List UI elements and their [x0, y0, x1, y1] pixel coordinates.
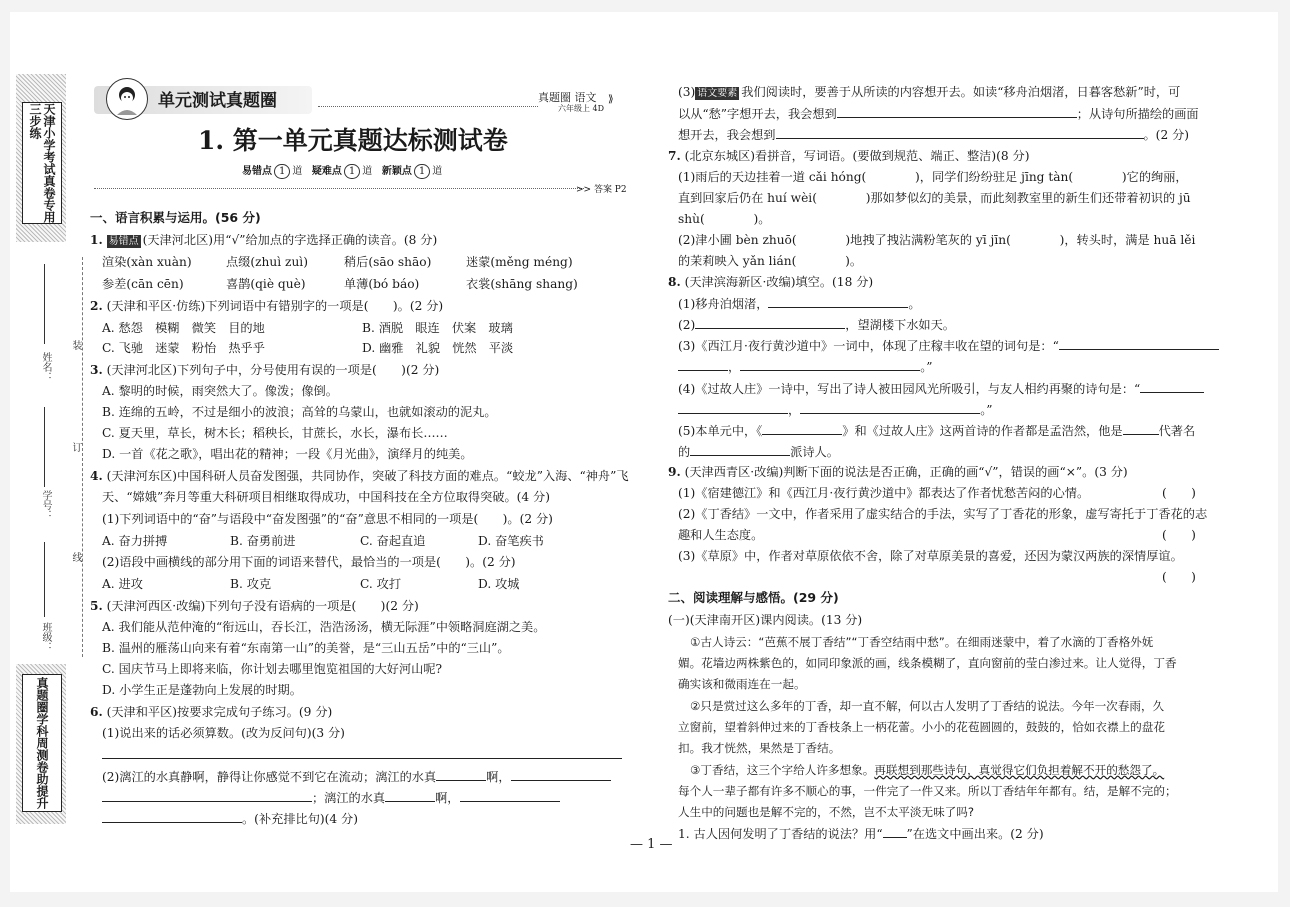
q8-blank-3[interactable] [1059, 337, 1219, 350]
q6-3-number: (3) [678, 85, 696, 99]
q8-sub-4-comma: ， [788, 403, 801, 417]
q8-sub-5-tail: 代著名 [1158, 424, 1196, 438]
q9-sub-1-answer[interactable]: ( ) [1162, 486, 1196, 500]
q4-sub-1-option-c: C. 奋起直追 [360, 534, 426, 548]
q8-sub-2-text: (2) [678, 318, 696, 332]
q8-blank-6[interactable] [1140, 380, 1204, 393]
q8-blank-1[interactable] [768, 295, 908, 308]
difficulty-count-2: 1 [344, 164, 360, 179]
q8-sub-5-text: (5)本单元中，《 [678, 424, 763, 438]
q1-option-4: 迷蒙(měng méng) [466, 255, 573, 269]
q2-number: 2. [90, 299, 103, 313]
q8-sub-2-tail: ，望湖楼下水如天。 [845, 318, 955, 332]
q7-text: (北京东城区)看拼音，写词语。(要做到规范、端正、整洁)(8 分) [684, 149, 1030, 163]
q6-blank-5[interactable] [460, 789, 560, 802]
q7-stem [668, 148, 1029, 164]
passage-line-5: 立窗前，望着斜伸过来的丁香枝条上一柄花蕾。小小的花苞圆圆的，鼓鼓的，恰如衣襟上的盘花 [678, 720, 1165, 734]
q3-option-c: C. 夏天里，草长，树木长；稻秧长，甘蔗长，水长，瀑布长…… [102, 426, 448, 440]
header-dotted-rule [318, 106, 538, 107]
q6-3-tag: 语文要素 [697, 88, 738, 99]
q6-sub-2-text-2: 啊， [486, 770, 511, 784]
q8-blank-2[interactable] [695, 316, 845, 329]
q8-sub-3-line-2 [678, 358, 933, 375]
q7-line-5: 的茉莉映入 yǎn lián( )。 [678, 254, 863, 268]
q6-3-line-3-tail: 。(2 分) [1143, 128, 1190, 142]
q4-text: (天津河东区)中国科研人员奋发图强，共同协作，突破了科技方面的难点。“蛟龙”入海、“神舟”飞 [106, 469, 629, 483]
difficulty-unit-2: 道 [362, 166, 373, 177]
q8-stem [668, 274, 873, 290]
passage-line-4: ②只是赏过这么多年的丁香，却一直不解，何以古人发明了丁香结的说法。今年一次春雨，久 [690, 699, 1165, 713]
student-id-label: 学号： [40, 490, 51, 520]
q6-3-blank-2[interactable] [776, 126, 1144, 139]
q6-answer-line-1[interactable] [102, 758, 622, 759]
q1-option-5: 参差(cān cēn) [102, 277, 184, 291]
q7-line-3: shù( )。 [678, 212, 771, 226]
q7-number: 7. [668, 149, 681, 163]
q5-number: 5. [90, 599, 103, 613]
q1-text: (天津河北区)用“√”给加点的字选择正确的读音。(8 分) [142, 233, 438, 247]
q4-sub-2: (2)语段中画横线的部分用下面的词语来替代，最恰当的一项是( )。(2 分) [102, 555, 516, 569]
q6-3-line-2-text: 以从“愁”字想开去，我会想到 [678, 107, 837, 121]
q9-text: (天津西青区·改编)判断下面的说法是否正确，正确的画“√”，错误的画“×”。(3 分) [684, 465, 1128, 479]
passage-line-7-text: ③丁香结，这三个字给人许多想象。 [690, 763, 875, 777]
q9-sub-2-line-2: 趣和人生态度。 [678, 528, 764, 542]
q8-text: (天津滨海新区·改编)填空。(18 分) [684, 275, 874, 289]
brand-box-bottom [22, 674, 62, 812]
q8-sub-3-comma: ， [728, 360, 741, 374]
q4-sub-1-option-b: B. 奋勇前进 [230, 534, 296, 548]
q8-sub-1 [678, 295, 921, 312]
q1-tag: 易错点 [108, 236, 139, 247]
q1-option-1: 渲染(xàn xuàn) [102, 255, 192, 269]
q8-blank-7[interactable] [678, 401, 788, 414]
difficulty-unit-3: 道 [432, 166, 443, 177]
cut-line [82, 257, 83, 657]
q4-sub-2-option-c: C. 攻打 [360, 577, 402, 591]
q6-3-line-3-text: 想开去，我会想到 [678, 128, 776, 142]
passage-wavy-sentence: 再联想到那些诗句，真觉得它们负担着解不开的愁怨了。 [874, 763, 1165, 777]
q2-option-c: C. 飞驰 迷蒙 粉怡 热乎乎 [102, 341, 265, 355]
q8-sub-3-text: (3)《西江月·夜行黄沙道中》一词中，体现了庄稼丰收在望的词句是：“ [678, 339, 1059, 353]
q9-number: 9. [668, 465, 681, 479]
q6-3-line-3 [678, 126, 1189, 143]
q5-option-a: A. 我们能从范仲淹的“衔远山，吞长江，浩浩汤汤，横无际涯”中领略洞庭湖之美。 [102, 620, 546, 634]
section-2-heading: 二、阅读理解与感悟。(29 分) [668, 590, 839, 605]
difficulty-count-1: 1 [274, 164, 290, 179]
q3-option-a: A. 黎明的时候，雨突然大了。像泼；像倒。 [102, 384, 338, 398]
q7-line-1: (1)雨后的天边挂着一道 cǎi hóng( )，同学们纷纷驻足 jīng tàn( )它的绚丽， [678, 170, 1188, 184]
q4-sub-2-option-d: D. 攻城 [478, 577, 520, 591]
q5-option-b: B. 温州的雁荡山向来有着“东南第一山”的美誉，是“三山五岳”中的“三山”。 [102, 641, 510, 655]
reading-q1 [678, 825, 1044, 842]
brand-arrow-icon: ⟫ [608, 94, 614, 105]
answer-dotted-rule [94, 188, 584, 189]
cut-mark-zhuang: 装 [70, 340, 81, 350]
q5-text: (天津河西区·改编)下列句子没有语病的一项是( )(2 分) [106, 599, 419, 613]
mascot-icon [106, 78, 148, 120]
difficulty-label-3: 新颖点 [381, 166, 412, 177]
grade-label: 六年级上 4D [558, 104, 605, 113]
reading-q1-mark [883, 825, 907, 838]
id-field-line [44, 407, 45, 487]
q6-sub-2-line-2 [102, 789, 560, 806]
q6-sub-2-line-3 [102, 810, 358, 827]
q8-sub-4 [678, 380, 1204, 397]
brand-box-top [22, 102, 62, 224]
passage-line-2: 媚。花墙边两株紫色的，如同印象派的画，线条模糊了，直向窗前的莹白渗过来。让人觉得，丁香 [678, 656, 1177, 670]
q8-sub-5 [678, 422, 1195, 439]
q6-3-line-2-tail: ；从诗句所描绘的画面 [1076, 107, 1199, 121]
passage-line-3: 确实该和微雨连在一起。 [678, 677, 806, 691]
q9-sub-1: (1)《宿建德江》和《西江月·夜行黄沙道中》都表达了作者忧愁苦闷的心情。 [678, 486, 1090, 500]
q2-option-b: B. 酒脱 眼连 伏案 玻璃 [362, 321, 513, 335]
q6-sub-2 [102, 768, 611, 785]
q6-sub-1: (1)说出来的话必须算数。(改为反问句)(3 分) [102, 726, 345, 740]
cut-mark-xian: 线 [70, 552, 81, 562]
class-label: 班级： [40, 622, 51, 652]
q1-option-7: 单薄(bó báo) [344, 277, 420, 291]
difficulty-unit-1: 道 [292, 166, 303, 177]
q4-sub-1-option-d: D. 奋笔疾书 [478, 534, 544, 548]
q8-blank-10[interactable] [1123, 422, 1159, 435]
q4-sub-2-option-b: B. 攻克 [230, 577, 272, 591]
q1-option-2: 点缀(zhuì zuì) [226, 255, 308, 269]
passage-line-9: 人生中的问题也是解不完的，不然，岂不太平淡无味了吗? [678, 805, 974, 819]
q3-option-d: D. 一首《花之歌》，唱出花的精神；一段《月光曲》，演绎月的纯美。 [102, 447, 473, 461]
q6-blank-1[interactable] [436, 768, 486, 781]
cut-mark-ding: 订 [70, 442, 81, 452]
q8-sub-5-mid: 》和《过故人庄》这两首诗的作者都是孟浩然，他是 [842, 424, 1123, 438]
q4-sub-1-option-a: A. 奋力拼搏 [102, 534, 168, 548]
section-1-heading: 一、语言积累与运用。(56 分) [90, 210, 261, 225]
q6-sub-2-text-5: 。(补充排比句)(4 分) [242, 812, 358, 826]
q8-blank-8[interactable] [800, 401, 980, 414]
q8-number: 8. [668, 275, 681, 289]
q1-option-3: 稍后(sāo shāo) [344, 255, 432, 269]
difficulty-label-1: 易错点 [242, 166, 272, 177]
q8-sub-4-tail: 。” [980, 403, 993, 417]
q6-blank-2[interactable] [511, 768, 611, 781]
q8-sub-3-tail: 。” [920, 360, 933, 374]
difficulty-count-3: 1 [414, 164, 430, 179]
difficulty-row [242, 164, 442, 180]
exam-title: 1. 第一单元真题达标测试卷 [198, 126, 508, 155]
q1-option-8: 衣裳(shāng shang) [466, 277, 578, 291]
page-number: — 1 — [630, 837, 673, 852]
brand-box-bottom-text: 真题圈学科周测卷助提升 [35, 677, 49, 809]
q8-sub-5-line-2-text: 的 [678, 445, 691, 459]
brand-label: 真题圈 语文 [538, 91, 597, 104]
q5-option-d: D. 小学生正是蓬勃向上发展的时期。 [102, 683, 302, 697]
q4-sub-1: (1)下列词语中的“奋”与语段中“奋发图强”的“奋”意思不相同的一项是( )。(2 分) [102, 512, 553, 526]
q6-3-line-2 [678, 105, 1199, 122]
exam-page [10, 12, 1278, 892]
passage-line-8: 每个人一辈子都有许多不顺心的事，一件完了一件又来。所以丁香结年年都有。结，是解不完的； [678, 784, 1177, 798]
q2-option-d: D. 幽雅 礼貌 恍然 平淡 [362, 341, 514, 355]
q6-sub-2-text-3: ；漓江的水真 [312, 791, 386, 805]
q6-sub-2-text-4: 啊， [435, 791, 460, 805]
q6-text: (天津和平区)按要求完成句子练习。(9 分) [106, 705, 333, 719]
q4-stem [90, 468, 629, 484]
q8-blank-9[interactable] [762, 422, 842, 435]
passage-line-7 [690, 762, 1164, 778]
q1-number: 1. [90, 233, 103, 247]
q2-stem [90, 298, 443, 314]
q8-sub-1-text: (1)移舟泊烟渚， [678, 297, 769, 311]
q6-stem [90, 704, 332, 720]
reading-1-heading: (一)(天津南开区)课内阅读。(13 分) [668, 613, 863, 627]
name-label: 姓名： [40, 352, 51, 382]
q6-3-text: 我们阅读时，要善于从所读的内容想开去。如读“移舟泊烟渚，日暮客愁新”时，可 [741, 85, 1181, 99]
q8-sub-4-line-2 [678, 401, 993, 418]
q3-stem [90, 362, 439, 378]
q8-blank-11[interactable] [690, 443, 790, 456]
q6-blank-3[interactable] [102, 789, 312, 802]
q8-sub-5-line-2-tail: 派诗人。 [790, 445, 839, 459]
class-field-line [44, 542, 45, 617]
difficulty-label-2: 疑难点 [311, 166, 342, 177]
q8-sub-5-line-2 [678, 443, 839, 460]
reading-q1-tail: ”在选文中画出来。(2 分) [906, 827, 1044, 841]
reading-q1-text: 1. 古人因何发明了丁香结的说法？用“ [678, 827, 883, 841]
q8-sub-3 [678, 337, 1219, 354]
q3-number: 3. [90, 363, 103, 377]
q6-number: 6. [90, 705, 103, 719]
q6-3-blank-1[interactable] [837, 105, 1077, 118]
q9-sub-3: (3)《草原》中，作者对草原依依不舍，除了对草原美景的喜爱，还因为蒙汉两族的深情厚谊。 [678, 549, 1183, 563]
q6-3-stem [678, 84, 1180, 100]
q1-option-6: 喜鹊(qiè què) [226, 277, 306, 291]
q3-option-b: B. 连绵的五岭，不过是细小的波浪；高耸的乌蒙山，也就如滚动的泥丸。 [102, 405, 497, 419]
q8-sub-1-tail: 。 [908, 297, 921, 311]
q2-text: (天津和平区·仿练)下列词语中有错别字的一项是( )。(2 分) [106, 299, 444, 313]
q1-stem [90, 232, 437, 248]
q6-sub-2-text-1: (2)漓江的水真静啊，静得让你感觉不到它在流动；漓江的水真 [102, 770, 437, 784]
q8-blank-4[interactable] [678, 358, 728, 371]
q9-sub-2: (2)《丁香结》一文中，作者采用了虚实结合的手法，实写了丁香花的形象，虚写寄托于丁香花的志 [678, 507, 1208, 521]
q4-text-line-2: 天、“嫦娥”奔月等重大科研项目相继取得成功，中国科技在全方位取得突破。(4 分) [102, 490, 550, 504]
q6-blank-6[interactable] [102, 810, 242, 823]
q2-option-a: A. 愁怨 模糊 微笑 目的地 [102, 321, 265, 335]
brand-box-top-text: 天津小学考试真卷专用三步练 [28, 103, 56, 223]
q5-stem [90, 598, 419, 614]
name-field-line [44, 264, 45, 344]
passage-line-1: ①古人诗云：“芭蕉不展丁香结”“丁香空结雨中愁”。在细雨迷蒙中，着了水滴的丁香格外妩 [690, 635, 1154, 649]
q7-line-2: 直到回家后仍在 huí wèi( )那如梦似幻的美景，而此刻教室里的新生们还带着初识的 jū [678, 191, 1191, 205]
q9-stem [668, 464, 1128, 480]
q7-line-4: (2)津小圃 bèn zhuō( )地拽了拽沾满粉笔灰的 yī jīn( )，转头时，满是 huā lěi [678, 233, 1196, 247]
passage-line-6: 扣。我才恍然，果然是丁香结。 [678, 741, 841, 755]
q5-option-c: C. 国庆节马上即将来临，你计划去哪里饱览祖国的大好河山呢? [102, 662, 443, 676]
answer-ref: >> 答案 P2 [576, 185, 627, 195]
q4-number: 4. [90, 469, 103, 483]
q9-sub-3-answer[interactable]: ( ) [1162, 570, 1196, 584]
q3-text: (天津河北区)下列句子中，分号使用有误的一项是( )(2 分) [106, 363, 440, 377]
q8-blank-5[interactable] [740, 358, 920, 371]
q8-sub-2 [678, 316, 955, 333]
q6-blank-4[interactable] [385, 789, 435, 802]
q9-sub-2-answer[interactable]: ( ) [1162, 528, 1196, 542]
q4-sub-2-option-a: A. 进攻 [102, 577, 143, 591]
banner-title: 单元测试真题圈 [158, 91, 277, 111]
q8-sub-4-text: (4)《过故人庄》一诗中，写出了诗人被田园风光所吸引，与友人相约再聚的诗句是：“ [678, 382, 1141, 396]
